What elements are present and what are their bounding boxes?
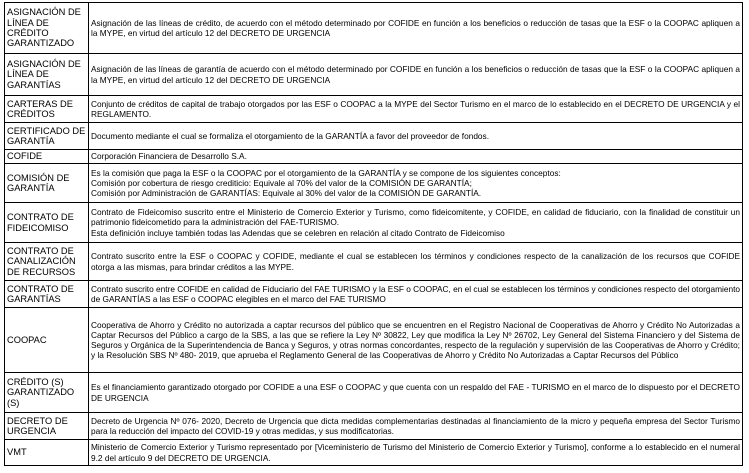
term-cell: CARTERAS DE CRÉDITOS: [5, 96, 89, 123]
term-cell: CONTRATO DE GARANTÍAS: [5, 281, 89, 308]
table-row: [5, 203, 743, 243]
term-cell: ASIGNACIÓN DE LÍNEA DE GARANTÍAS: [5, 54, 89, 96]
definition-cell: [89, 203, 743, 243]
term-cell: DECRETO DE URGENCIA: [5, 413, 89, 440]
table-row: [5, 164, 743, 203]
term-cell: COMISIÓN DE GARANTÍA: [5, 164, 89, 203]
definition-cell: [89, 413, 743, 440]
term-cell: COFIDE: [5, 150, 89, 164]
definition-cell: [89, 281, 743, 308]
glossary-body: [5, 3, 743, 466]
definition-cell: [89, 440, 743, 466]
definition-line: Corporación Financiera de Desarrollo S.A.: [91, 151, 247, 162]
definition-cell: [89, 54, 743, 96]
table-row: [5, 413, 743, 440]
definition-cell: [89, 3, 743, 54]
term-cell: ASIGNACIÓN DE LÍNEA DE CRÉDITO GARANTIZADO: [5, 3, 89, 54]
definition-line: Contrato suscrito entre la ESF o COOPAC y COFIDE, mediante el cual se establecen los términos y condiciones respecto de la canalización de los recursos que COFIDE otorga a las mismas, para brindar créditos a las MYPE.: [91, 251, 740, 272]
definition-cell: [89, 373, 743, 413]
definition-cell: [89, 164, 743, 203]
definition-cell: [89, 123, 743, 150]
table-row: [5, 373, 743, 413]
term-cell: VMT: [5, 440, 89, 466]
definition-line: Conjunto de créditos de capital de trabajo otorgados por las ESF o COOPAC a la MYPE del Sector Turismo en el marco de lo establecido en el DECRETO DE URGENCIA y el REGLAMENTO.: [91, 98, 740, 119]
definition-line: Es la comisión que paga la ESF o la COOPAC por el otorgamiento de la GARANTÍA y se compone de los siguientes conceptos:: [91, 167, 561, 178]
glossary-table: [4, 2, 743, 466]
definition-cell: [89, 308, 743, 373]
definition-line: Comisión por Administración de GARANTÍAS: Equivale al 30% del valor de la COMISIÓN DE GARANTÍA.: [91, 188, 482, 199]
definition-line: Contrato de Fideicomiso suscrito entre el Ministerio de Comercio Exterior y Turismo, como fideicomitente, y COFIDE, en calidad de fiduciario, con la finalidad de constituir un patrimonio fideicometido para la administración del FAE-TURISMO.: [91, 207, 740, 228]
definition-line: Decreto de Urgencia Nº 076- 2020, Decreto de Urgencia que dicta medidas complementarias destinadas al financiamiento de la micro y pequeña empresa del Sector Turismo para la reducción del impacto del COVID-19 y otras medidas, y sus modificatorias.: [91, 415, 740, 436]
term-cell: COOPAC: [5, 308, 89, 373]
definition-line: Contrato suscrito entre COFIDE en calidad de Fiduciario del FAE TURISMO y la ESF o COOPAC, en el cual se establecen los términos y condiciones respecto del otorgamiento de GARANTÍAS a las ESF o COOPAC elegibles en el marco del FAE TURISMO: [91, 283, 740, 304]
table-row: [5, 243, 743, 281]
definition-line: Cooperativa de Ahorro y Crédito no autorizada a captar recursos del público que se encuentren en el Registro Nacional de Cooperativas de Ahorro y Crédito No Autorizadas a Captar Recursos del Público a cargo de la SBS, a las que se refiere la Ley Nº 30822, Ley que modifica la Ley Nº 26702, Ley General del Sistema Financiero y del Sistema de Seguros y Orgánica de la Superintendencia de Banca y Seguros, y otras normas concordantes, respecto de la regulación y supervisión de las Cooperativas de Ahorro y Crédito; y la Resolución SBS Nº 480- 2019, que aprueba el Reglamento General de las Cooperativas de Ahorro y Crédito No Autorizadas a Captar Recursos del Público: [91, 319, 740, 361]
definition-cell: [89, 150, 743, 164]
table-row: [5, 54, 743, 96]
table-row: [5, 281, 743, 308]
definition-line: Asignación de las líneas de crédito, de acuerdo con el método determinado por COFIDE en función a los beneficios o reducción de tasas que la ESF o la COOPAC apliquen a la MYPE, en virtud del artículo 12 del DECRETO DE URGENCIA: [91, 17, 740, 38]
definition-cell: [89, 243, 743, 281]
table-row: [5, 150, 743, 164]
table-row: [5, 96, 743, 123]
table-row: [5, 308, 743, 373]
table-row: [5, 123, 743, 150]
table-row: [5, 3, 743, 54]
definition-line: Esta definición incluye también todas las Adendas que se celebren en relación al citado Contrato de Fideicomiso: [91, 227, 505, 238]
definition-cell: [89, 96, 743, 123]
term-cell: CERTIFICADO DE GARANTÍA: [5, 123, 89, 150]
definition-line: Asignación de las líneas de garantía de acuerdo con el método determinado por COFIDE en función a los beneficios o reducción de tasas que la ESF o la COOPAC apliquen a la MYPE, en virtud del artículo 12 del DECRETO DE URGENCIA: [91, 64, 740, 85]
definition-line: Documento mediante el cual se formaliza el otorgamiento de la GARANTÍA a favor del proveedor de fondos.: [91, 130, 490, 141]
term-cell: CONTRATO DE FIDEICOMISO: [5, 203, 89, 243]
definition-line: Comisión por cobertura de riesgo crediticio: Equivale al 70% del valor de la COMISIÓN DE GARANTÍA;: [91, 177, 472, 188]
term-cell: CRÉDITO (S) GARANTIZADO (S): [5, 373, 89, 413]
table-row: [5, 440, 743, 466]
term-cell: CONTRATO DE CANALIZACIÓN DE RECURSOS: [5, 243, 89, 281]
definition-line: Es el financiamiento garantizado otorgado por COFIDE a una ESF o COOPAC y que cuenta con un respaldo del FAE - TURISMO en el marco de lo dispuesto por el DECRETO DE URGENCIA: [91, 382, 740, 403]
definition-line: Ministerio de Comercio Exterior y Turismo representado por [Viceministerio de Turismo del Ministerio de Comercio Exterior y Turismo], conforme a lo establecido en el numeral 9.2 del artículo 9 del DECRETO DE URGENCIA.: [91, 442, 740, 463]
